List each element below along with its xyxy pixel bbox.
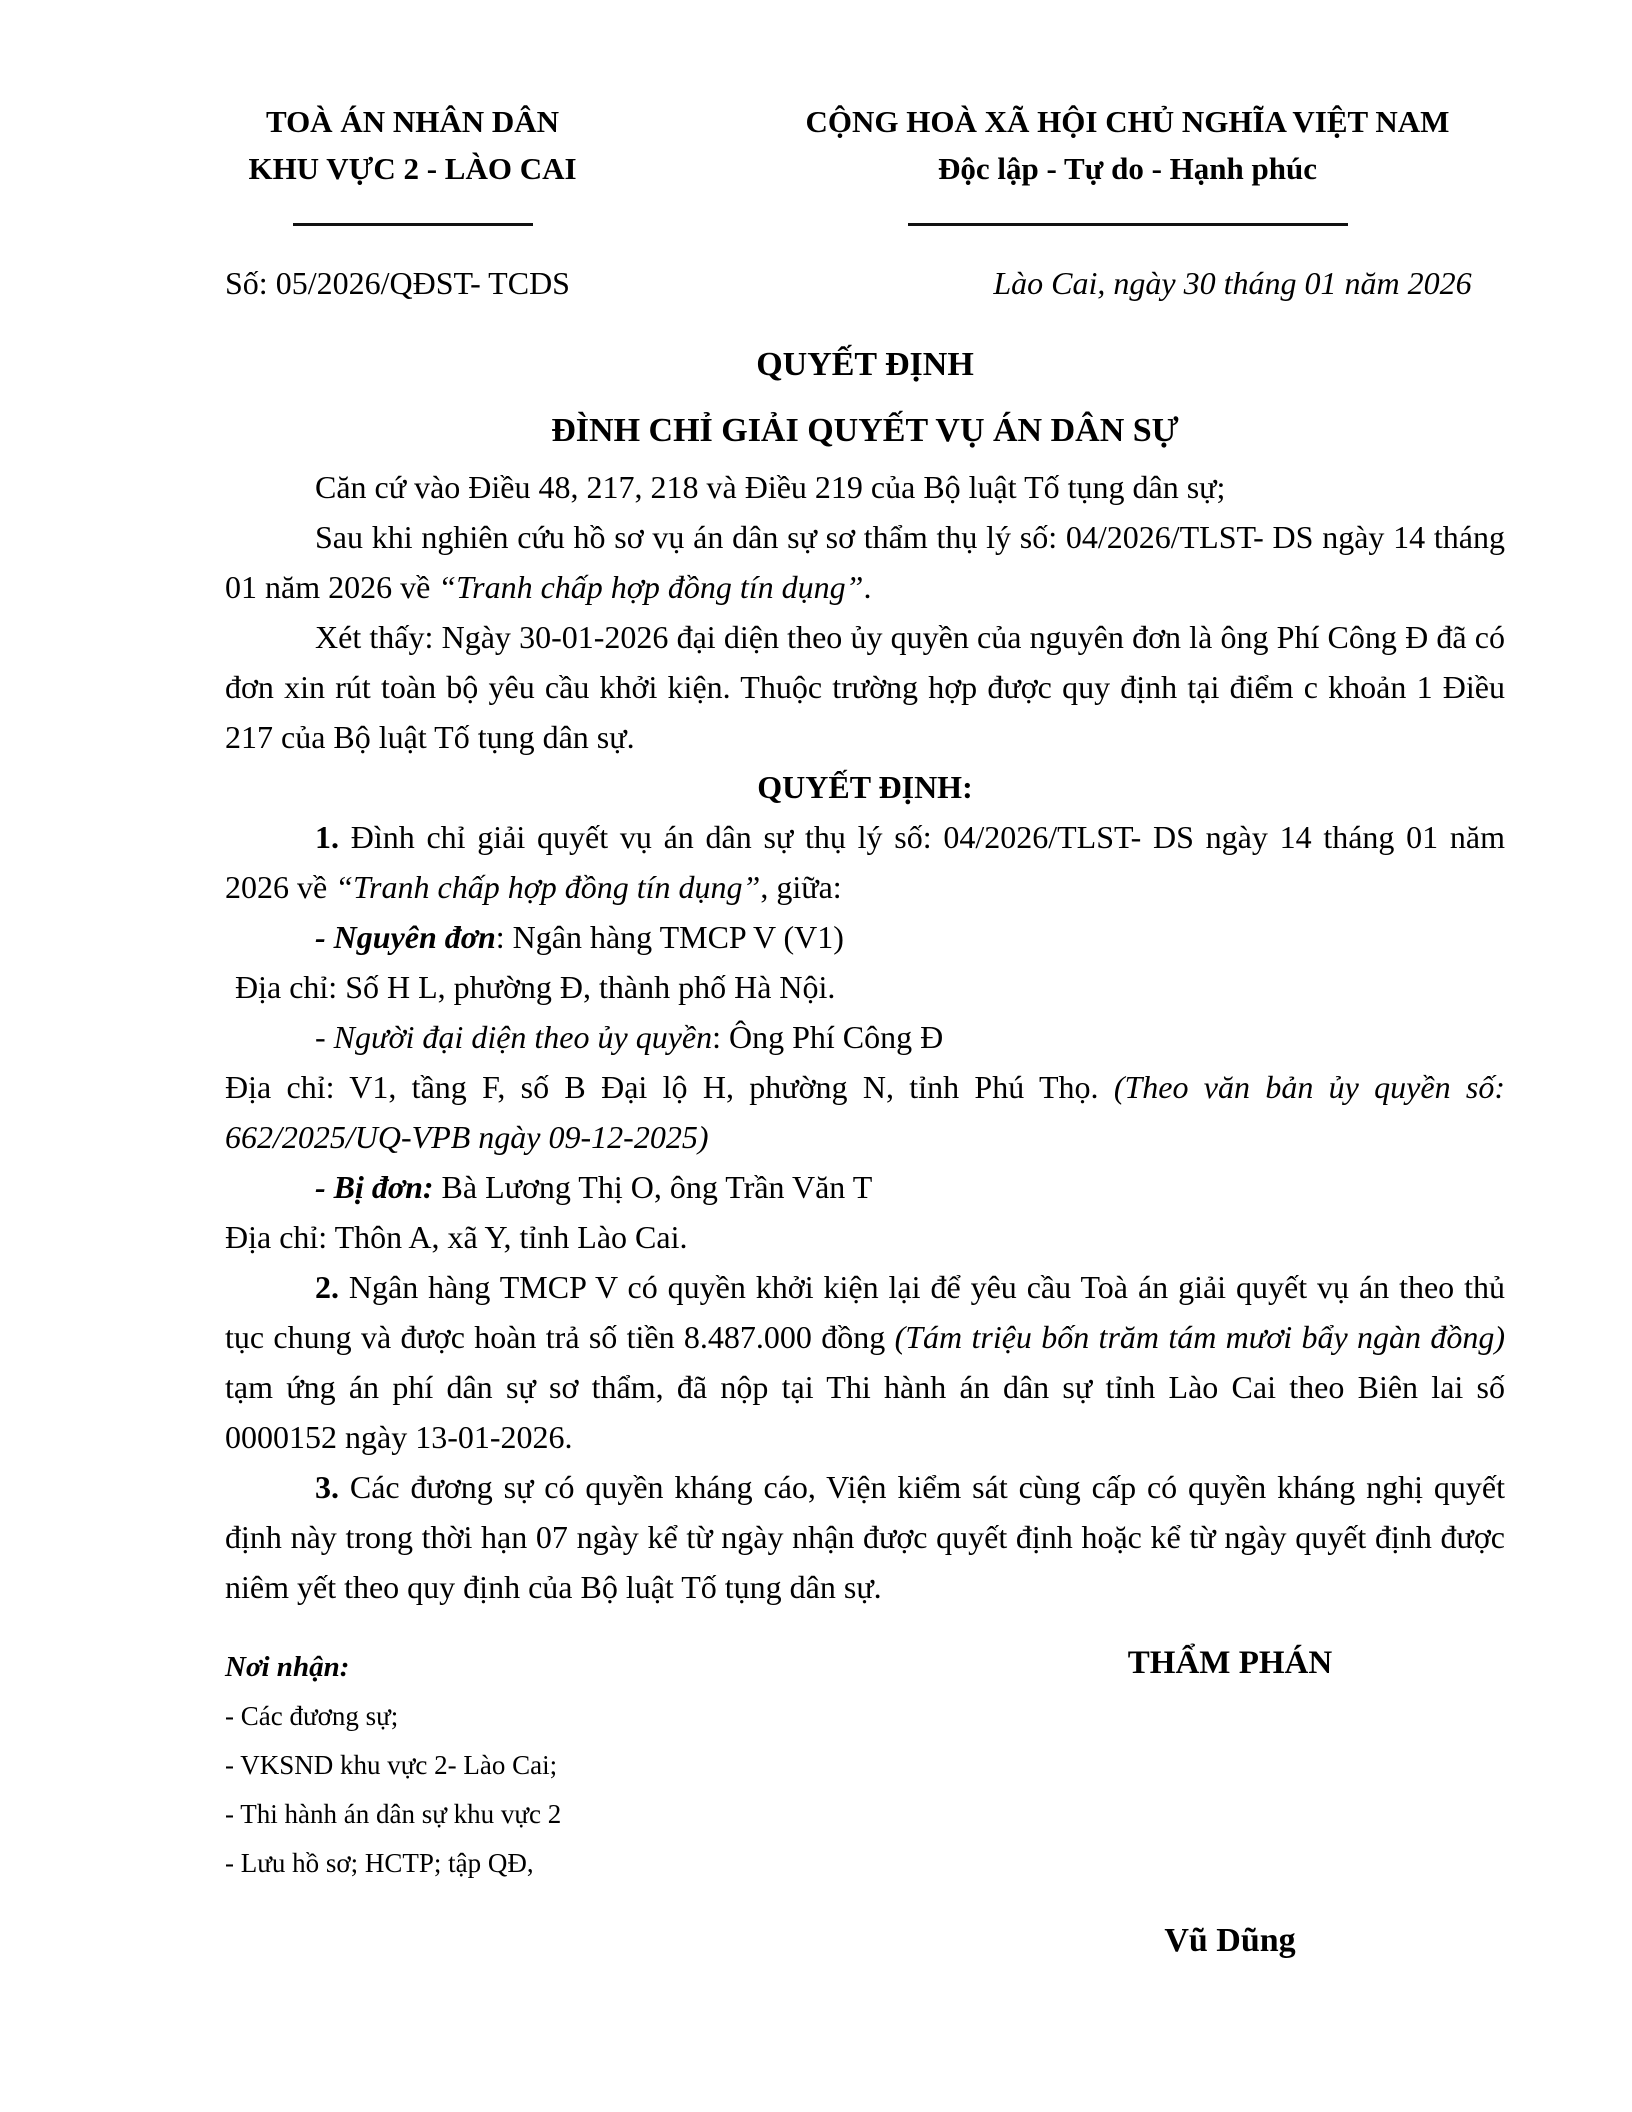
item-1-text: Đình chỉ giải quyết vụ án dân sự thụ lý số: 04/2026/TLST- DS ngày 14 tháng 01 năm 2026 về (225, 819, 1505, 905)
document-number: Số: 05/2026/QĐST- TCDS (225, 265, 570, 301)
representative-line (225, 1012, 1505, 1062)
issuing-court-block (140, 98, 685, 239)
defendant-label: - Bị đơn: (315, 1169, 434, 1205)
case-name: “Tranh chấp hợp đồng tín dụng” (438, 569, 864, 605)
item-2-tail: tạm ứng án phí dân sự sơ thẩm, đã nộp tại Thi hành án dân sự tỉnh Lào Cai theo Biên lai số 0000152 ngày 13-01-2026. (225, 1369, 1505, 1455)
recipient-item: - Lưu hồ sơ; HCTP; tập QĐ, (225, 1848, 534, 1878)
recipient-item: - Các đương sự; (225, 1701, 399, 1731)
motto-underline (908, 223, 1348, 226)
defendant-line (225, 1162, 1505, 1212)
case-review-paragraph (225, 512, 1505, 612)
decision-subtitle: ĐÌNH CHỈ GIẢI QUYẾT VỤ ÁN DÂN SỰ (551, 412, 1179, 449)
item-1-case-name: “Tranh chấp hợp đồng tín dụng” (335, 869, 761, 905)
item-3-text: Các đương sự có quyền kháng cáo, Viện kiểm sát cùng cấp có quyền kháng nghị quyết định này trong thời hạn 07 ngày kể từ ngày nhận được quyết định hoặc kể từ ngày quyết định được niêm yết theo quy định của Bộ luật Tố tụng dân sự. (225, 1469, 1505, 1605)
case-review-text: Sau khi nghiên cứu hồ sơ vụ án dân sự sơ thẩm thụ lý số: 04/2026/TLST- DS ngày 14 tháng 01 năm 2026 về (225, 519, 1505, 605)
recipients-label: Nơi nhận: (225, 1651, 350, 1683)
amount-in-words: (Tám triệu bốn trăm tám mươi bẩy ngàn đồng) (894, 1319, 1506, 1355)
authorization-note: (Theo văn bản ủy quyền số: 662/2025/UQ-VPB ngày 09-12-2025) (225, 1069, 1506, 1155)
item-2-number: 2. (315, 1269, 339, 1305)
plaintiff-line (225, 912, 1505, 962)
representative-address-line (225, 1062, 1505, 1162)
decision-item-1 (225, 812, 1505, 912)
item-1-number: 1. (315, 819, 339, 855)
court-name-line2: KHU VỰC 2 - LÀO CAI (248, 151, 577, 186)
legal-basis-paragraph: Căn cứ vào Điều 48, 217, 218 và Điều 219 của Bộ luật Tố tụng dân sự; (315, 469, 1226, 505)
representative-address: Địa chỉ: V1, tầng F, số B Đại lộ H, phường N, tỉnh Phú Thọ. (225, 1069, 1114, 1105)
recipient-item: - Thi hành án dân sự khu vực 2 (225, 1799, 562, 1829)
decision-item-2 (225, 1262, 1505, 1462)
decision-item-3 (225, 1462, 1505, 1612)
defendant-value: Bà Lương Thị O, ông Trần Văn T (433, 1169, 873, 1205)
document-body (225, 462, 1505, 1612)
national-motto: Độc lập - Tự do - Hạnh phúc (938, 151, 1317, 186)
decision-heading: QUYẾT ĐỊNH: (757, 769, 973, 805)
item-2-text: Ngân hàng TMCP V có quyền khởi kiện lại để yêu cầu Toà án giải quyết vụ án theo thủ tục chung và được hoàn trả số tiền 8.487.000 đồng (225, 1269, 1505, 1355)
plaintiff-value: : Ngân hàng TMCP V (V1) (495, 919, 844, 955)
judge-name: Vũ Dũng (1164, 1922, 1296, 1959)
representative-label: - Người đại diện theo ủy quyền (315, 1019, 713, 1055)
national-header-block (755, 98, 1500, 239)
item-3-number: 3. (315, 1469, 339, 1505)
recipients-block (225, 1642, 561, 1888)
finding-paragraph: Xét thấy: Ngày 30-01-2026 đại diện theo ủy quyền của nguyên đơn là ông Phí Công Đ đã có đơn xin rút toàn bộ yêu cầu khởi kiện. Thuộc trường hợp được quy định tại điểm c khoản 1 Điều 217 của Bộ luật Tố tụng dân sự. (225, 619, 1505, 755)
plaintiff-address-line: Địa chỉ: Số H L, phường Đ, thành phố Hà Nội. (235, 969, 836, 1005)
court-name-line1: TOÀ ÁN NHÂN DÂN (265, 104, 560, 139)
decision-title: QUYẾT ĐỊNH (756, 346, 974, 383)
case-review-period: . (863, 569, 872, 605)
recipient-item: - VKSND khu vực 2- Lào Cai; (225, 1750, 558, 1780)
judge-title: THẨM PHÁN (1127, 1645, 1333, 1681)
representative-value: : Ông Phí Công Đ (712, 1019, 944, 1055)
court-underline (293, 223, 533, 226)
place-date-line: Lào Cai, ngày 30 tháng 01 năm 2026 (993, 265, 1472, 301)
plaintiff-label: - Nguyên đơn (315, 919, 496, 955)
defendant-address-line: Địa chỉ: Thôn A, xã Y, tỉnh Lào Cai. (225, 1219, 688, 1255)
national-title: CỘNG HOÀ XÃ HỘI CHỦ NGHĨA VIỆT NAM (805, 104, 1450, 139)
item-1-tail: , giữa: (760, 869, 842, 905)
